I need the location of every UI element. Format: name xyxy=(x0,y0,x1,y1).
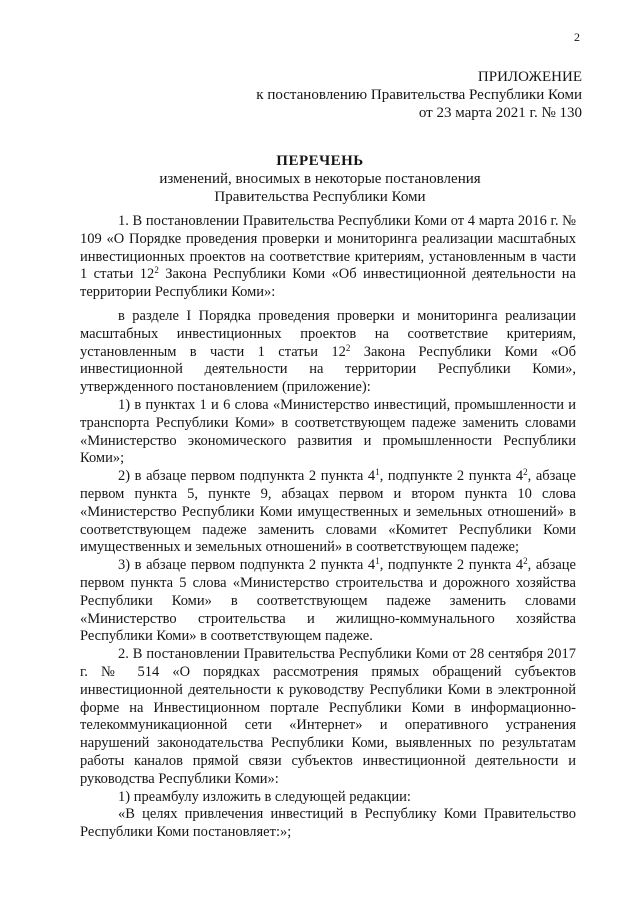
paragraph-1-text-b: Закона Республики Коми «Об инвестиционной деятельности на территории Республики Коми»: xyxy=(80,266,576,301)
paragraph-3: 1) в пунктах 1 и 6 слова «Министерство инвестиций, промышленности и транспорта Республики Коми» в соответствующем падеже заменить словами «Министерство экономического развития и промышленности Республики Коми»; xyxy=(80,396,576,467)
paragraph-4-text-a: 2) в абзаце первом подпункта 2 пункта 4 xyxy=(118,468,376,485)
paragraph-7: 1) преамбулу изложить в следующей редакции: xyxy=(118,788,411,805)
paragraph-5-text-b: , подпункте 2 пункта 4 xyxy=(379,557,524,574)
appendix-title: ПРИЛОЖЕНИЕ xyxy=(477,69,582,85)
page-number: 2 xyxy=(574,30,580,44)
paragraph-2 xyxy=(80,308,576,397)
document-title: ПЕРЕЧЕНЬ xyxy=(276,153,364,169)
document-subtitle-1: изменений, вносимых в некоторые постановления xyxy=(159,171,481,187)
paragraph-4 xyxy=(80,468,576,557)
superscript: 2 xyxy=(154,265,159,276)
appendix-line2: от 23 марта 2021 г. № 130 xyxy=(418,105,582,121)
superscript: 2 xyxy=(523,467,528,478)
superscript: 2 xyxy=(523,556,528,567)
paragraph-5-text-c: , абзаце первом пункта 5 слова «Министерство строительства и дорожного хозяйства Республики Коми» в соответствующем падеже заменить словами «Министерство строительства и жилищно-коммунального хозяйства Республики Коми» в соответствующем падеже. xyxy=(80,557,576,645)
superscript: 2 xyxy=(345,342,351,353)
appendix-header xyxy=(256,68,582,122)
document-body xyxy=(80,213,576,842)
paragraph-2-text-a: в разделе I Порядка проведения проверки и мониторинга реализации масштабных инвестиционных проектов на соответствие критериям, установленным в части 1 статьи 12 xyxy=(80,307,576,360)
document-heading xyxy=(0,152,640,206)
paragraph-5-text-a: 3) в абзаце первом подпункта 2 пункта 4 xyxy=(118,557,376,574)
paragraph-8: «В целях привлечения инвестиций в Республику Коми Правительство Республики Коми постановляет:»; xyxy=(80,806,576,841)
paragraph-4-text-c: , абзаце первом пункта 5, пункте 9, абзацах первом и втором пункта 10 слова «Министерство Республики Коми имущественных и земельных отношений» в соответствующем падеже заменить словами «Комитет Республики Коми имущественных и земельных отношений» в соответствующем падеже; xyxy=(80,468,576,556)
paragraph-1 xyxy=(80,213,576,302)
document-subtitle-2: Правительства Республики Коми xyxy=(214,189,426,205)
appendix-line1: к постановлению Правительства Республики Коми xyxy=(256,87,582,103)
paragraph-2-text-b: Закона Республики Коми «Об инвестиционной деятельности на территории Республики Коми», утвержденного постановлением (приложение): xyxy=(80,343,576,396)
superscript: 1 xyxy=(375,467,380,478)
paragraph-6: 2. В постановлении Правительства Республики Коми от 28 сентября 2017 г. № 514 «О порядках рассмотрения прямых обращений субъектов инвестиционной деятельности к руководству Республики Коми в электронной форме на Инвестиционном портале Республики Коми в информационно-телекоммуникационной сети «Интернет» и оперативного устранения нарушений законодательства Республики Коми, выявленных по результатам работы каналов прямой связи субъектов инвестиционной деятельности и руководства Республики Коми»: xyxy=(80,646,576,787)
paragraph-1-text-a: 1. В постановлении Правительства Республики Коми от 4 марта 2016 г. № 109 «О Порядке проведения проверки и мониторинга реализации масштабных инвестиционных проектов на соответствие критериям, установленным в части 1 статьи 12 xyxy=(80,213,576,283)
superscript: 1 xyxy=(375,556,380,567)
paragraph-5 xyxy=(80,557,576,646)
paragraph-4-text-b: , подпункте 2 пункта 4 xyxy=(379,468,524,485)
